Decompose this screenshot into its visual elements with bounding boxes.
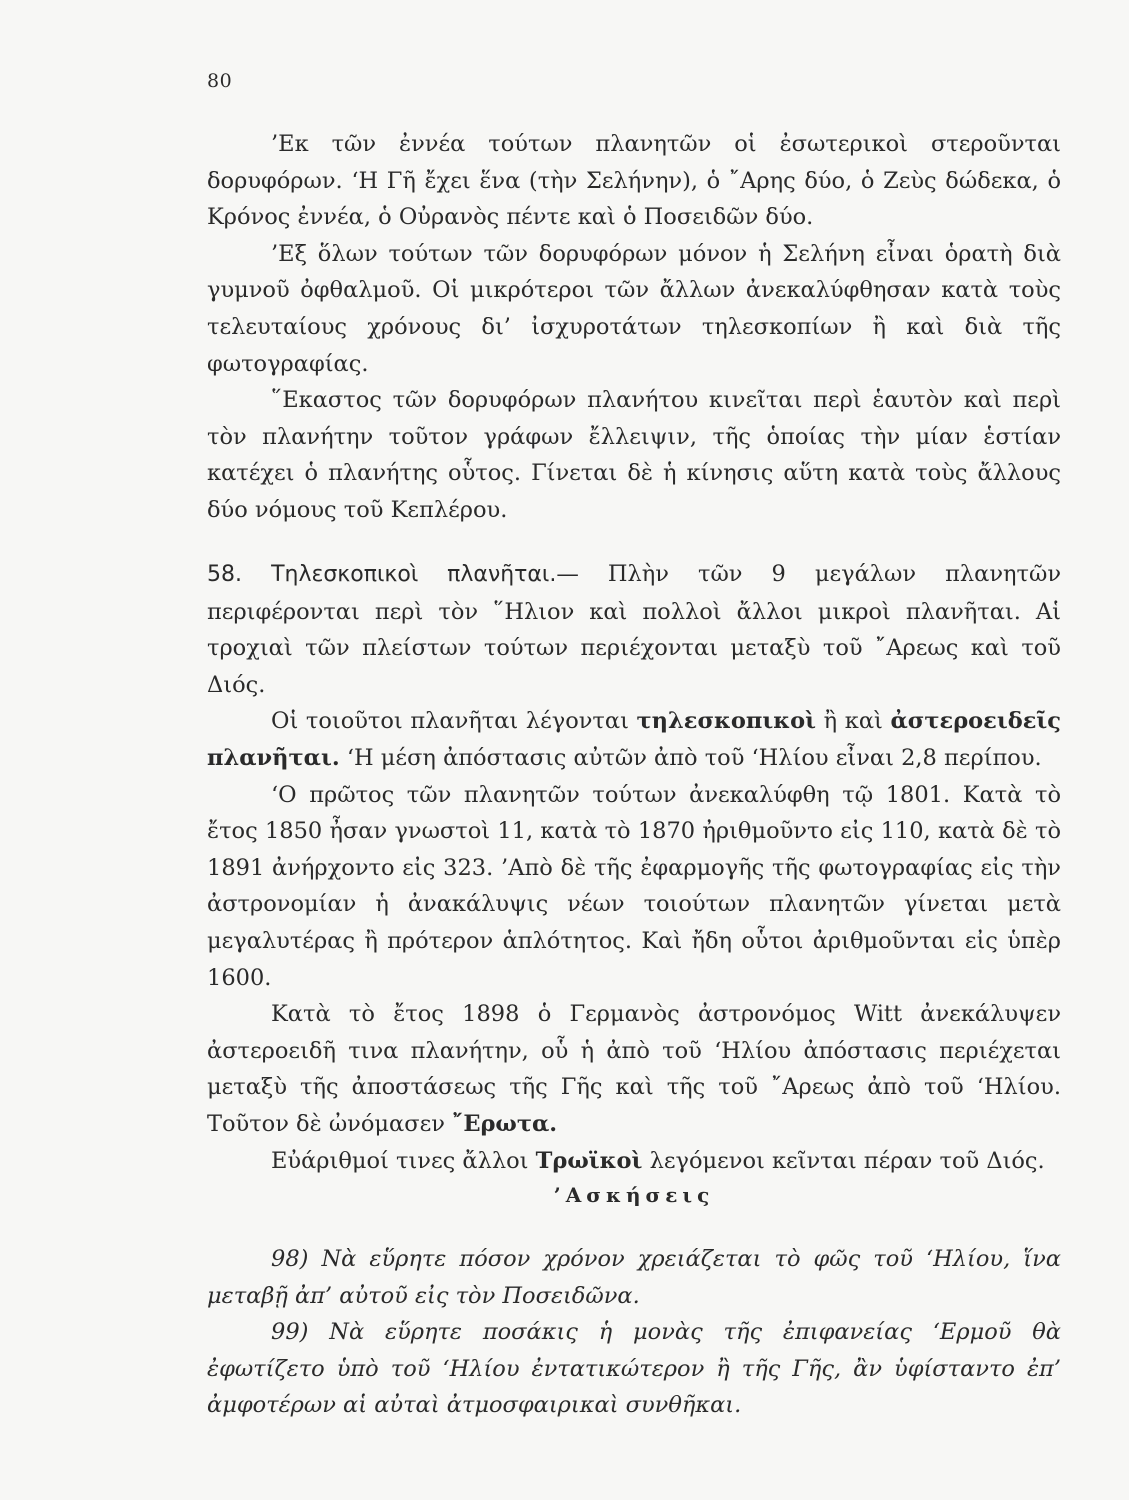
- paragraph-text: — Πλὴν τῶν 9 μεγάλων πλανητῶν περιφέρονται περὶ τὸν ῞Ηλιον καὶ πολλοὶ ἄλλοι μικροὶ πλανῆται. Αἱ τροχιαὶ τῶν πλείστων τούτων περιέχονται μεταξὺ τοῦ ῎Αρεως καὶ τοῦ Διός.: [207, 561, 1062, 698]
- exercise-text: Νὰ εὕρητε ποσάκις ἡ μονὰς τῆς ἐπιφανείας ‘Ερμοῦ θὰ ἐφωτίζετο ὑπὸ τοῦ ‘Ηλίου ἐντατικώτερον ἢ τῆς Γῆς, ἂν ὑφίσταντο ἐπ’ ἀμφοτέρων αἱ αὐταὶ ἀτμοσφαιρικαὶ συνθῆκαι.: [207, 1319, 1061, 1419]
- section-heading-paragraph: [207, 556, 1061, 703]
- exercise-text: Νὰ εὕρητε πόσον χρόνον χρειάζεται τὸ φῶς τοῦ ‘Ηλίου, ἵνα μεταβῇ ἀπ’ αὐτοῦ εἰς τὸν Ποσειδῶνα.: [207, 1246, 1061, 1309]
- exercise-item: [207, 1241, 1061, 1314]
- paragraph-text: Εὐάριθμοί τινες ἄλλοι: [271, 1147, 536, 1174]
- paragraph: [207, 382, 1061, 528]
- paragraph: [207, 703, 1061, 776]
- bold-term: τηλεσκοπικοὶ: [636, 708, 817, 735]
- paragraph: [207, 1143, 1061, 1180]
- bold-term: ἀστεροειδεῖς πλανῆται.: [207, 708, 1061, 771]
- intro-text: [207, 126, 1061, 529]
- paragraph: [207, 126, 1061, 236]
- bold-term: ῎Ερωτα.: [452, 1110, 558, 1137]
- exercises-heading: ’Ασκήσεις: [553, 1183, 715, 1207]
- paragraph-text: ῞Εκαστος τῶν δορυφόρων πλανήτου κινεῖται περὶ ἑαυτὸν καὶ περὶ τὸν πλανήτην τοῦτον γράφων ἔλλειψιν, τῆς ὁποίας τὴν μίαν ἑστίαν κατέχει ὁ πλανήτης οὗτος. Γίνεται δὲ ἡ κίνησις αὕτη κατὰ τοὺς ἄλλους δύο νόμους τοῦ Κεπλέρου.: [207, 387, 1061, 523]
- paragraph-text: λεγόμενοι κεῖνται πέραν τοῦ Διός.: [642, 1147, 1045, 1174]
- exercise-number: 98): [271, 1246, 309, 1272]
- paragraph-text: ἢ καὶ: [816, 708, 891, 735]
- paragraph-text: Οἱ τοιοῦτοι πλανῆται λέγονται: [271, 708, 637, 735]
- paragraph: [207, 996, 1061, 1142]
- exercises-list: [207, 1241, 1061, 1424]
- paragraph-text: ‘Η μέση ἀπόστασις αὐτῶν ἀπὸ τοῦ ‘Ηλίου εἶναι 2,8 περίπου.: [339, 744, 1042, 771]
- exercise-number: 99): [271, 1319, 309, 1346]
- paragraph-text: ’Εξ ὅλων τούτων τῶν δορυφόρων μόνον ἡ Σελήνη εἶναι ὁρατὴ διὰ γυμνοῦ ὀφθαλμοῦ. Οἱ μικρότεροι τῶν ἄλλων ἀνεκαλύφθησαν κατὰ τοὺς τελευταίους χρόνους δι’ ἰσχυροτάτων τηλεσκοπίων ἢ καὶ διὰ τῆς φωτογραφίας.: [207, 240, 1061, 377]
- paragraph: [207, 236, 1061, 382]
- bold-term: Τρωϊκοὶ: [535, 1147, 643, 1174]
- section-58: [207, 556, 1061, 1179]
- paragraph-text: Κατὰ τὸ ἔτος 1898 ὁ Γερμανὸς ἀστρονόμος Witt ἀνεκάλυψεν ἀστεροειδῆ τινα πλανήτην, οὗ ἡ ἀπὸ τοῦ ‘Ηλίου ἀπόστασις περιέχεται μεταξὺ τῆς ἀποστάσεως τῆς Γῆς καὶ τῆς τοῦ ῎Αρεως ἀπὸ τοῦ ‘Ηλίου. Τοῦτον δὲ ὠνόμασεν: [207, 1001, 1061, 1137]
- paragraph-text: ‘Ο πρῶτος τῶν πλανητῶν τούτων ἀνεκαλύφθη τῷ 1801. Κατὰ τὸ ἔτος 1850 ἦσαν γνωστοὶ 11, κατὰ τὸ 1870 ἠριθμοῦντο εἰς 110, κατὰ δὲ τὸ 1891 ἀνήρχοντο εἰς 323. ’Απὸ δὲ τῆς ἐφαρμογῆς τῆς φωτογραφίας εἰς τὴν ἀστρονομίαν ἡ ἀνακάλυψις νέων τοιούτων πλανητῶν γίνεται μετὰ μεγαλυτέρας ἢ πρότερον ἁπλότητος. Καὶ ἤδη οὗτοι ἀριθμοῦνται εἰς ὑπὲρ 1600.: [207, 781, 1061, 991]
- page-number: 80: [207, 70, 233, 92]
- section-title: Τηλεσκοπικοὶ πλανῆται.: [271, 562, 557, 587]
- section-number: 58.: [207, 562, 242, 587]
- paragraph: [207, 777, 1061, 997]
- paragraph-text: ’Εκ τῶν ἐννέα τούτων πλανητῶν οἱ ἐσωτερικοὶ στεροῦνται δορυφόρων. ‘Η Γῆ ἔχει ἕνα (τὴν Σελήνην), ὁ ῎Αρης δύο, ὁ Ζεὺς δώδεκα, ὁ Κρόνος ἐννέα, ὁ Οὐρανὸς πέντε καὶ ὁ Ποσειδῶν δύο.: [207, 131, 1061, 231]
- exercise-item: [207, 1314, 1061, 1424]
